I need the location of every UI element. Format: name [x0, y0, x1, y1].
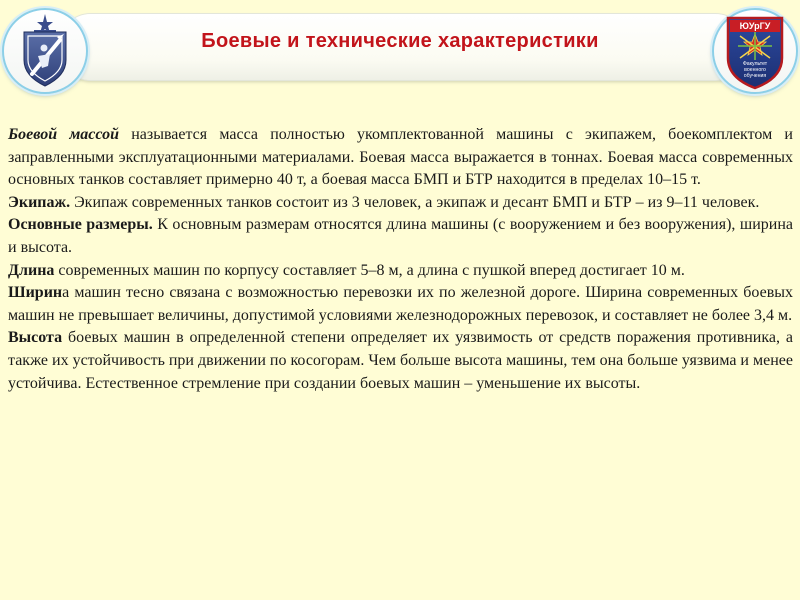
term-height: Высота [8, 329, 63, 347]
text-combat-mass: называется масса полностью укомплектованной машины с экипажем, боекомплектом и заправленными эксплуатационными материалами. Боевая масса выражается в тоннах. Боевая масса современных основных танков составляет примерно 40 т, а боевая масса БМП и БТР находится в пределах 10–15 т. [8, 126, 793, 189]
text-crew: Экипаж современных танков состоит из 3 человек, а экипаж и десант БМП и БТР – из 9–11 человек. [70, 193, 760, 211]
faculty-logo [712, 8, 798, 94]
term-width: Ширин [8, 284, 63, 302]
page-title: Боевые и технические характеристики [201, 30, 599, 52]
paragraph-length [8, 260, 793, 283]
characteristics-text [8, 124, 793, 395]
paragraph-crew [8, 192, 793, 215]
university-logo [2, 8, 88, 94]
faculty-emblem-icon [714, 10, 796, 92]
term-length: Длина [8, 261, 55, 279]
faculty-logo-line3: обучения [743, 73, 767, 79]
university-emblem-icon [4, 10, 86, 92]
faculty-logo-line2: военного [744, 67, 766, 73]
paragraph-dimensions [8, 214, 793, 259]
term-combat-mass: Боевой массой [8, 126, 119, 143]
text-dimensions: К основным размерам относятся длина машины (с вооружением и без вооружения), ширина и высота. [8, 216, 794, 256]
faculty-logo-line1: Факультет [742, 61, 768, 67]
text-height: боевых машин в определенной степени определяет их уязвимость от средств поражения противника, а также их устойчивость при движении по косогорам. Чем больше высота машины, тем она больше уязвима и менее устойчива. Естественное стремление при создании боевых машин – уменьшение их высоты. [8, 329, 793, 392]
term-dimensions: Основные размеры. [8, 216, 153, 234]
faculty-logo-abbrev: ЮУрГУ [739, 21, 771, 31]
paragraph-height [8, 327, 793, 395]
term-crew: Экипаж. [8, 193, 71, 211]
text-length: современных машин по корпусу составляет 5–8 м, а длина с пушкой вперед достигает 10 м. [54, 261, 685, 279]
paragraph-width [8, 282, 793, 327]
paragraph-combat-mass [8, 124, 793, 192]
text-width: а машин тесно связана с возможностью перевозки их по железной дороге. Ширина современных боевых машин не превышает величины, допустимой условиями железнодорожных перевозок, и составляет не более 3,4 м. [8, 284, 793, 324]
